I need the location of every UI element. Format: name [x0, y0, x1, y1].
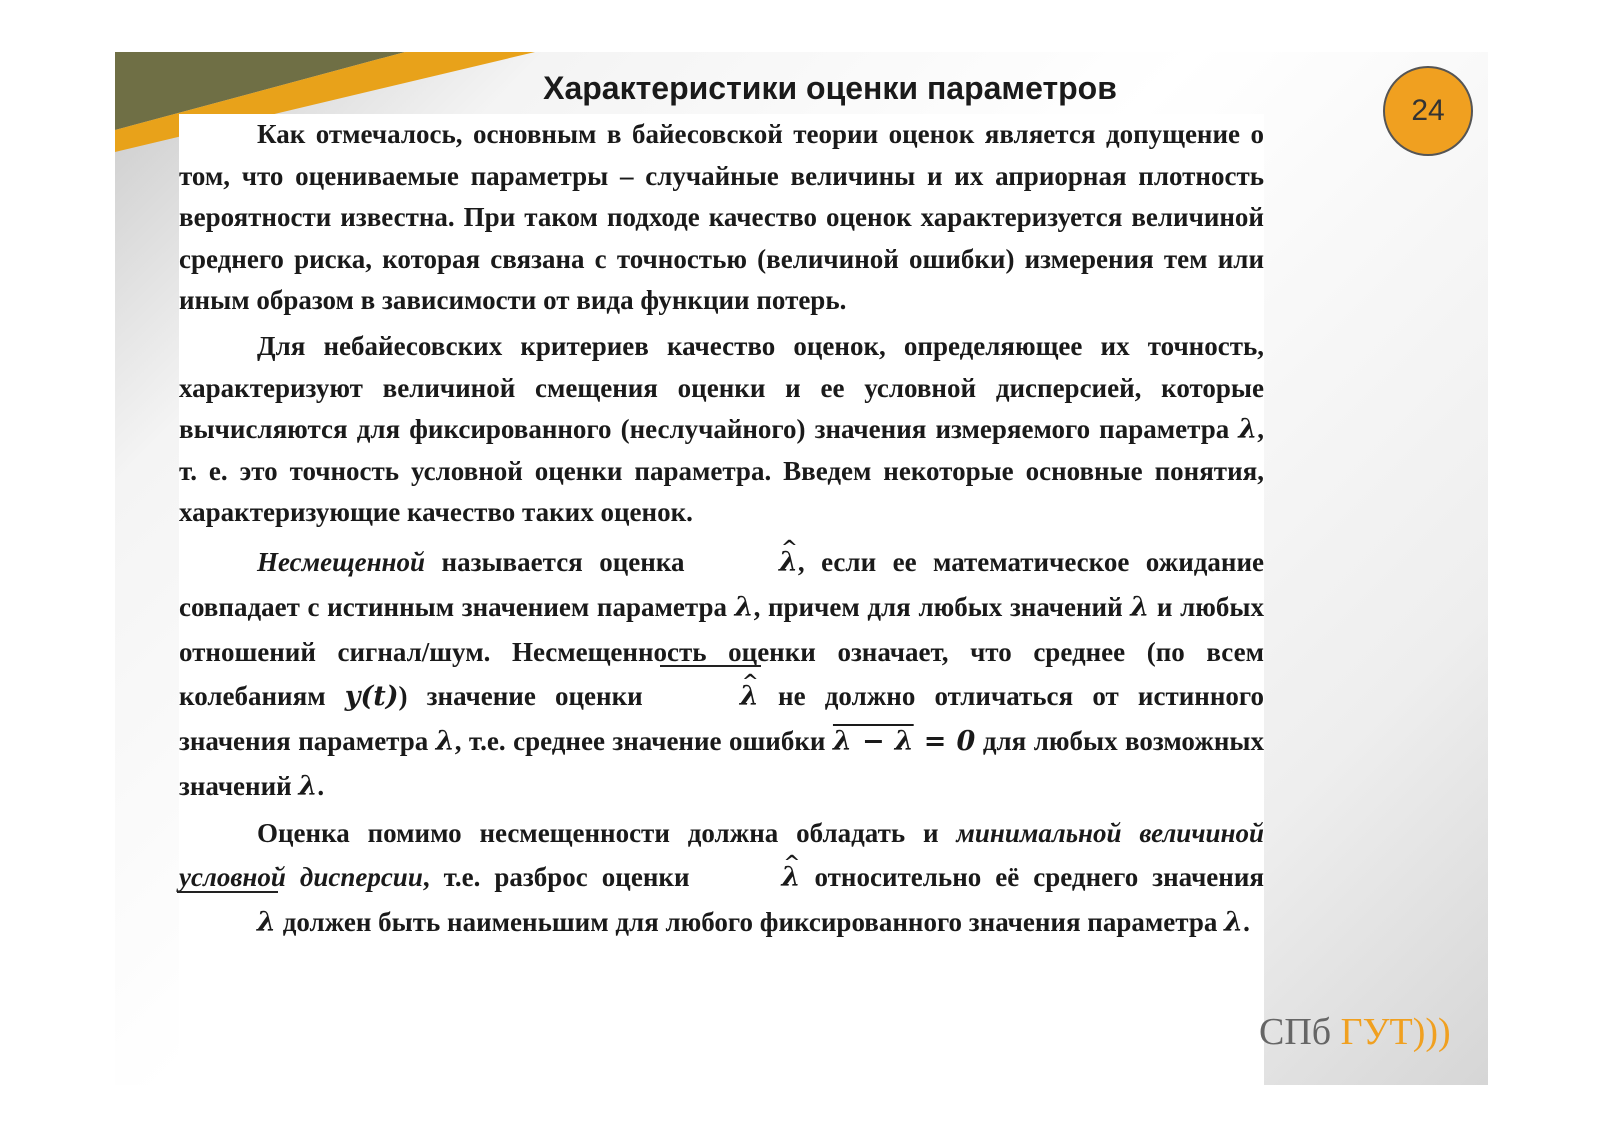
logo-text-gut: ГУТ	[1340, 1011, 1413, 1053]
p3-text-f: не должно отличаться от истинного значения параметра	[179, 680, 1264, 756]
p4-text-c: относительно её среднего значения	[800, 861, 1265, 892]
paragraph-3	[179, 540, 1264, 809]
lambda-symbol: λ	[435, 725, 455, 757]
p3-text-g: , т.е. среднее значение ошибки	[454, 725, 833, 756]
p4-text-e: .	[1243, 906, 1250, 937]
slide-title: Характеристики оценки параметров	[543, 70, 1117, 106]
lambda-hat-symbol: ^ λ	[704, 856, 801, 900]
p4-text-b: , т.е. разброс оценки	[422, 861, 704, 892]
lambda-symbol: λ	[1224, 906, 1244, 938]
p3-text-e: ) значение оценки	[398, 680, 662, 711]
university-logo	[1259, 1010, 1451, 1054]
p3-text-b: , если ее математическое ожидание совпадает с истинным значением параметра	[179, 546, 1264, 622]
paragraph-2	[179, 326, 1264, 534]
p3-text-i: .	[317, 770, 325, 801]
lambda-symbol: λ	[734, 591, 754, 623]
p3-text-d: и любых отношений сигнал/шум. Несмещенность оценки означает, что среднее (по всем колебаниям	[179, 591, 1264, 711]
slide	[115, 52, 1488, 1085]
p4-text-d: должен быть наименьшим для любого фиксированного значения параметра	[275, 906, 1225, 937]
error-expression: λ − λ	[832, 725, 914, 757]
p3-text-a: называется оценка	[425, 546, 701, 577]
p3-text-c: , причем для любых значений	[753, 591, 1131, 622]
lambda-symbol: λ	[1130, 591, 1150, 623]
scanned-text-block	[179, 114, 1264, 1085]
lambda-symbol: λ	[298, 770, 318, 802]
equals-zero: = 0	[913, 725, 976, 757]
logo-waves-icon: )))	[1412, 1011, 1451, 1053]
logo-text-spb: СПб	[1259, 1011, 1341, 1053]
term-unbiased: Несмещенной	[257, 546, 426, 577]
lambda-symbol: λ	[1238, 414, 1258, 446]
paragraph-1: Как отмечалось, основным в байесовской теории оценок является допущение о том, что оцениваемые параметры – случайные величины и их априорная плотность вероятности известна. При таком подходе качество оценок характеризуется величиной среднего риска, которая связана с точностью (величиной ошибки) измерения тем или иным образом в зависимости от вида функции потерь.	[179, 119, 1264, 316]
lambda-hat-bar-symbol: ^ λ	[662, 675, 759, 719]
page-number-badge: 24	[1383, 66, 1473, 156]
paragraph-4	[179, 811, 1264, 945]
lambda-hat-symbol: ^ λ	[701, 541, 798, 585]
p2-text-b: , т. е. это точность условной оценки параметра. Введем некоторые основные понятия, характеризующие качество таких оценок.	[179, 414, 1264, 528]
term-min-variance: минимальной величиной условной дисперсии	[179, 817, 1265, 892]
p2-text-a: Для небайесовских критериев качество оценок, определяющее их точность, характеризуют величиной смещения оценки и ее условной дисперсией, которые вычисляются для фиксированного (неслучайного) значения измеряемого параметра	[179, 330, 1264, 445]
p4-text-a: Оценка помимо несмещенности должна обладать и	[257, 817, 957, 848]
p3-text-h: для любых возможных значений	[179, 725, 1264, 801]
y-of-t-symbol: y(t)	[344, 680, 399, 712]
lambda-bar-symbol: λ	[179, 901, 276, 945]
